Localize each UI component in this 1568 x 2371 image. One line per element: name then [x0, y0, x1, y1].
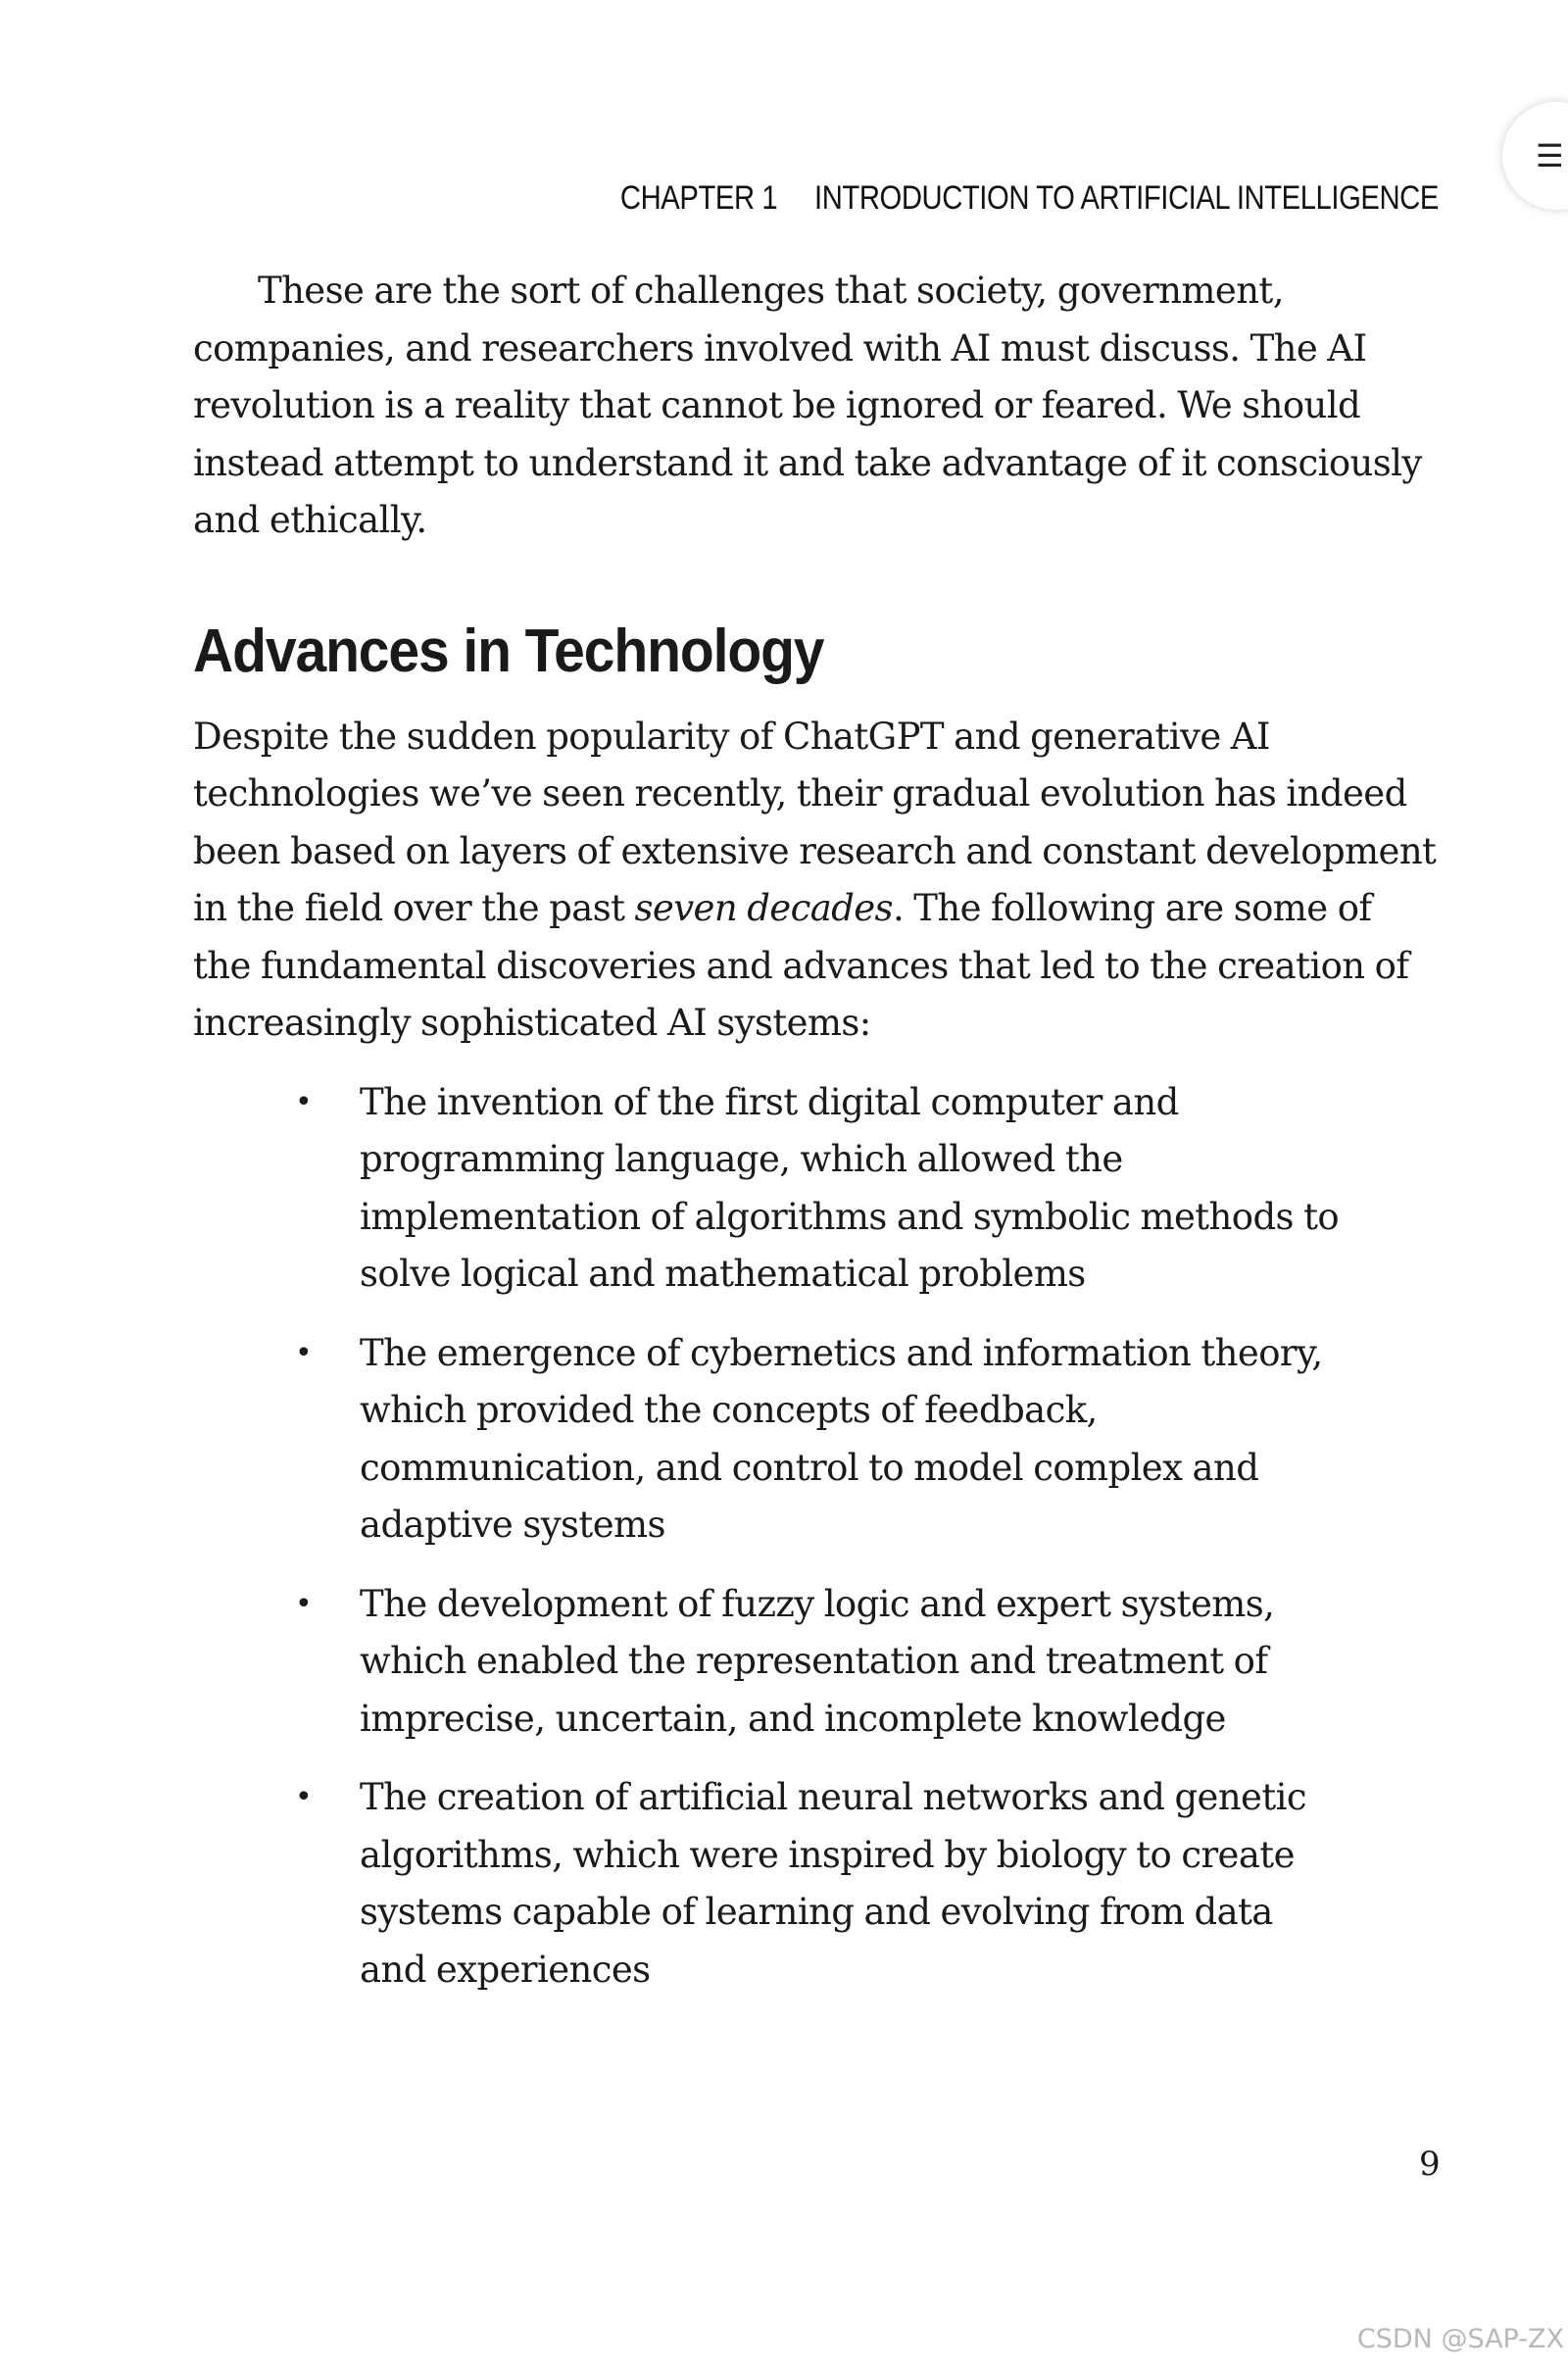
section-paragraph: [193, 709, 1438, 1053]
hamburger-menu-icon: ☰: [1536, 137, 1564, 174]
paragraph-text-after: . The following are some of the fundamental discoveries and advances that led to the creation of increasingly sophisticated AI systems:: [193, 887, 1409, 1044]
bullet-icon: •: [295, 1335, 313, 1370]
page-content: [193, 263, 1438, 2020]
list-item-text: The development of fuzzy logic and expert systems, which enabled the representation and treatment of imprecise, uncertain, and incomplete knowledge: [360, 1582, 1275, 1740]
menu-button[interactable]: [1502, 102, 1568, 210]
bullet-list: [193, 1074, 1438, 2000]
bullet-icon: •: [295, 1780, 313, 1814]
list-item: [193, 1769, 1340, 1999]
list-item: [193, 1325, 1340, 1555]
list-item-text: The invention of the first digital computer and programming language, which allowed the implementation of algorithms and symbolic methods to solve logical and mathematical problems: [360, 1080, 1340, 1295]
bullet-icon: •: [295, 1586, 313, 1621]
section-heading: Advances in Technology: [193, 617, 824, 685]
bullet-icon: •: [295, 1084, 313, 1119]
paragraph-emphasis: seven decades: [634, 887, 893, 929]
running-head: [620, 179, 1439, 218]
watermark: CSDN @SAP-ZX: [1356, 2324, 1564, 2354]
list-item-text: The emergence of cybernetics and information theory, which provided the concepts of feedback, communication, and control to model complex and adaptive systems: [360, 1331, 1323, 1546]
page-number: 9: [1419, 2145, 1441, 2184]
paragraph-text-before: Despite the sudden popularity of ChatGPT and generative AI technologies we’ve seen recently, their gradual evolution has indeed been based on layers of extensive research and constant development in the field over the past: [193, 715, 1437, 929]
intro-paragraph: These are the sort of challenges that society, government, companies, and researchers involved with AI must discuss. The AI revolution is a reality that cannot be ignored or feared. We should instead attempt to understand it and take advantage of it consciously and ethically.: [193, 270, 1422, 541]
list-item-text: The creation of artificial neural networks and genetic algorithms, which were inspired by biology to create systems capable of learning and evolving from data and experiences: [360, 1776, 1306, 1991]
list-item: [193, 1576, 1340, 1749]
list-item: [193, 1074, 1340, 1304]
running-head-title: INTRODUCTION TO ARTIFICIAL INTELLIGENCE: [814, 179, 1439, 217]
running-head-chapter: CHAPTER 1: [620, 179, 778, 217]
